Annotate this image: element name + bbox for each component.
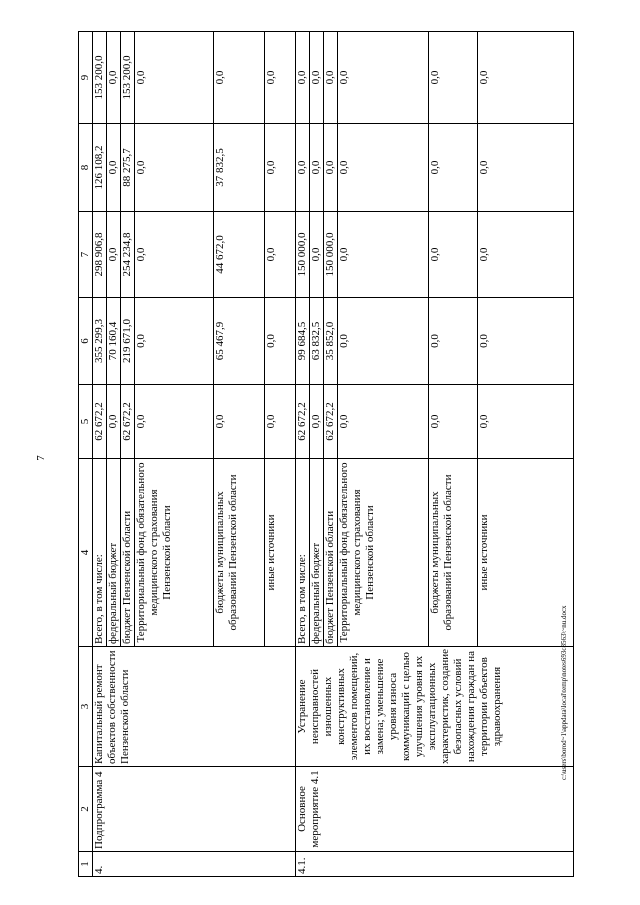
header-cell: 7 bbox=[79, 212, 93, 298]
value-cell: 150 000,0 bbox=[324, 212, 338, 298]
value-cell: 126 108,2 bbox=[93, 124, 107, 212]
value-cell: 0,0 bbox=[214, 32, 265, 124]
value-cell: 35 852,0 bbox=[324, 298, 338, 385]
value-cell: 355 299,3 bbox=[93, 298, 107, 385]
file-path-footer: c:\users\borod~1\appdata\local\temp\notes693c8563\~nu.docx bbox=[560, 605, 568, 780]
header-cell: 2 bbox=[79, 767, 93, 852]
value-cell: 0,0 bbox=[478, 212, 574, 298]
value-cell: 0,0 bbox=[296, 32, 310, 124]
value-cell: 0,0 bbox=[324, 32, 338, 124]
value-cell: 0,0 bbox=[338, 124, 429, 212]
program-name: Подпрограмма 4 bbox=[93, 767, 296, 852]
value-cell: 0,0 bbox=[324, 124, 338, 212]
value-cell: 0,0 bbox=[478, 298, 574, 385]
value-cell: 62 672,2 bbox=[93, 385, 107, 459]
header-cell: 1 bbox=[79, 852, 93, 877]
value-cell: 298 906,8 bbox=[93, 212, 107, 298]
item-number: 4. bbox=[93, 852, 296, 877]
value-cell: 0,0 bbox=[135, 212, 214, 298]
value-cell: 0,0 bbox=[135, 385, 214, 459]
value-cell: 0,0 bbox=[310, 385, 324, 459]
value-cell: 0,0 bbox=[265, 385, 296, 459]
header-cell: 6 bbox=[79, 298, 93, 385]
value-cell: 0,0 bbox=[429, 298, 478, 385]
value-cell: 0,0 bbox=[135, 32, 214, 124]
value-cell: 65 467,9 bbox=[214, 298, 265, 385]
value-cell: 70 160,4 bbox=[107, 298, 121, 385]
funding-source: бюджеты муниципальных образований Пензенской области bbox=[429, 459, 478, 647]
page-number: 7 bbox=[34, 455, 47, 461]
value-cell: 0,0 bbox=[310, 124, 324, 212]
header-cell: 5 bbox=[79, 385, 93, 459]
value-cell: 0,0 bbox=[296, 124, 310, 212]
value-cell: 0,0 bbox=[478, 385, 574, 459]
value-cell: 63 832,5 bbox=[310, 298, 324, 385]
header-cell: 8 bbox=[79, 124, 93, 212]
value-cell: 0,0 bbox=[310, 212, 324, 298]
header-row bbox=[79, 32, 93, 877]
value-cell: 0,0 bbox=[265, 212, 296, 298]
funding-source: иные источники bbox=[478, 459, 574, 647]
value-cell: 0,0 bbox=[135, 124, 214, 212]
value-cell: 254 234,8 bbox=[121, 212, 135, 298]
program-description: Устранение неисправностей изношенных конструктивных элементов помещений, их восстановление и замена; уменьшение уровня износа коммуникаций с целью улучшения уровня их эксплуатационных характеристик, создание безопасных условий нахождения граждан на территории объектов здравоохранения bbox=[296, 647, 574, 767]
value-cell: 0,0 bbox=[265, 298, 296, 385]
header-cell: 9 bbox=[79, 32, 93, 124]
value-cell: 0,0 bbox=[107, 32, 121, 124]
value-cell: 44 672,0 bbox=[214, 212, 265, 298]
funding-source: иные источники bbox=[265, 459, 296, 647]
value-cell: 0,0 bbox=[107, 212, 121, 298]
value-cell: 62 672,2 bbox=[324, 385, 338, 459]
value-cell: 0,0 bbox=[310, 32, 324, 124]
value-cell: 0,0 bbox=[107, 124, 121, 212]
value-cell: 99 684,5 bbox=[296, 298, 310, 385]
funding-source: Всего, в том числе: bbox=[296, 459, 310, 647]
value-cell: 0,0 bbox=[429, 124, 478, 212]
funding-source: федеральный бюджет bbox=[310, 459, 324, 647]
value-cell: 0,0 bbox=[478, 124, 574, 212]
funding-source: федеральный бюджет bbox=[107, 459, 121, 647]
value-cell: 62 672,2 bbox=[296, 385, 310, 459]
value-cell: 0,0 bbox=[429, 212, 478, 298]
value-cell: 0,0 bbox=[338, 298, 429, 385]
header-cell: 4 bbox=[79, 459, 93, 647]
value-cell: 0,0 bbox=[265, 32, 296, 124]
funding-source: Территориальный фонд обязательного медицинского страхования Пензенской области bbox=[135, 459, 214, 647]
funding-source: бюджет Пензенской области bbox=[121, 459, 135, 647]
value-cell: 219 671,0 bbox=[121, 298, 135, 385]
value-cell: 153 200,0 bbox=[93, 32, 107, 124]
funding-source: Всего, в том числе: bbox=[93, 459, 107, 647]
funding-source: бюджет Пензенской области bbox=[324, 459, 338, 647]
header-cell: 3 bbox=[79, 647, 93, 767]
program-name: Основное мероприятие 4.1 bbox=[296, 767, 574, 852]
table-row bbox=[296, 32, 310, 877]
value-cell: 62 672,2 bbox=[121, 385, 135, 459]
program-description: Капитальный ремонт объектов собственности Пензенской области bbox=[93, 647, 296, 767]
value-cell: 0,0 bbox=[214, 385, 265, 459]
funding-source: Территориальный фонд обязательного медицинского страхования Пензенской области bbox=[338, 459, 429, 647]
value-cell: 0,0 bbox=[338, 385, 429, 459]
value-cell: 0,0 bbox=[478, 32, 574, 124]
value-cell: 0,0 bbox=[429, 385, 478, 459]
value-cell: 150 000,0 bbox=[296, 212, 310, 298]
value-cell: 0,0 bbox=[429, 32, 478, 124]
table-row bbox=[93, 32, 107, 877]
value-cell: 0,0 bbox=[338, 212, 429, 298]
value-cell: 0,0 bbox=[135, 298, 214, 385]
value-cell: 0,0 bbox=[338, 32, 429, 124]
value-cell: 153 200,0 bbox=[121, 32, 135, 124]
value-cell: 88 275,7 bbox=[121, 124, 135, 212]
item-number: 4.1. bbox=[296, 852, 574, 877]
value-cell: 0,0 bbox=[107, 385, 121, 459]
rotated-page bbox=[78, 32, 610, 877]
budget-table bbox=[78, 31, 574, 877]
value-cell: 0,0 bbox=[265, 124, 296, 212]
value-cell: 37 832,5 bbox=[214, 124, 265, 212]
funding-source: бюджеты муниципальных образований Пензенской области bbox=[214, 459, 265, 647]
